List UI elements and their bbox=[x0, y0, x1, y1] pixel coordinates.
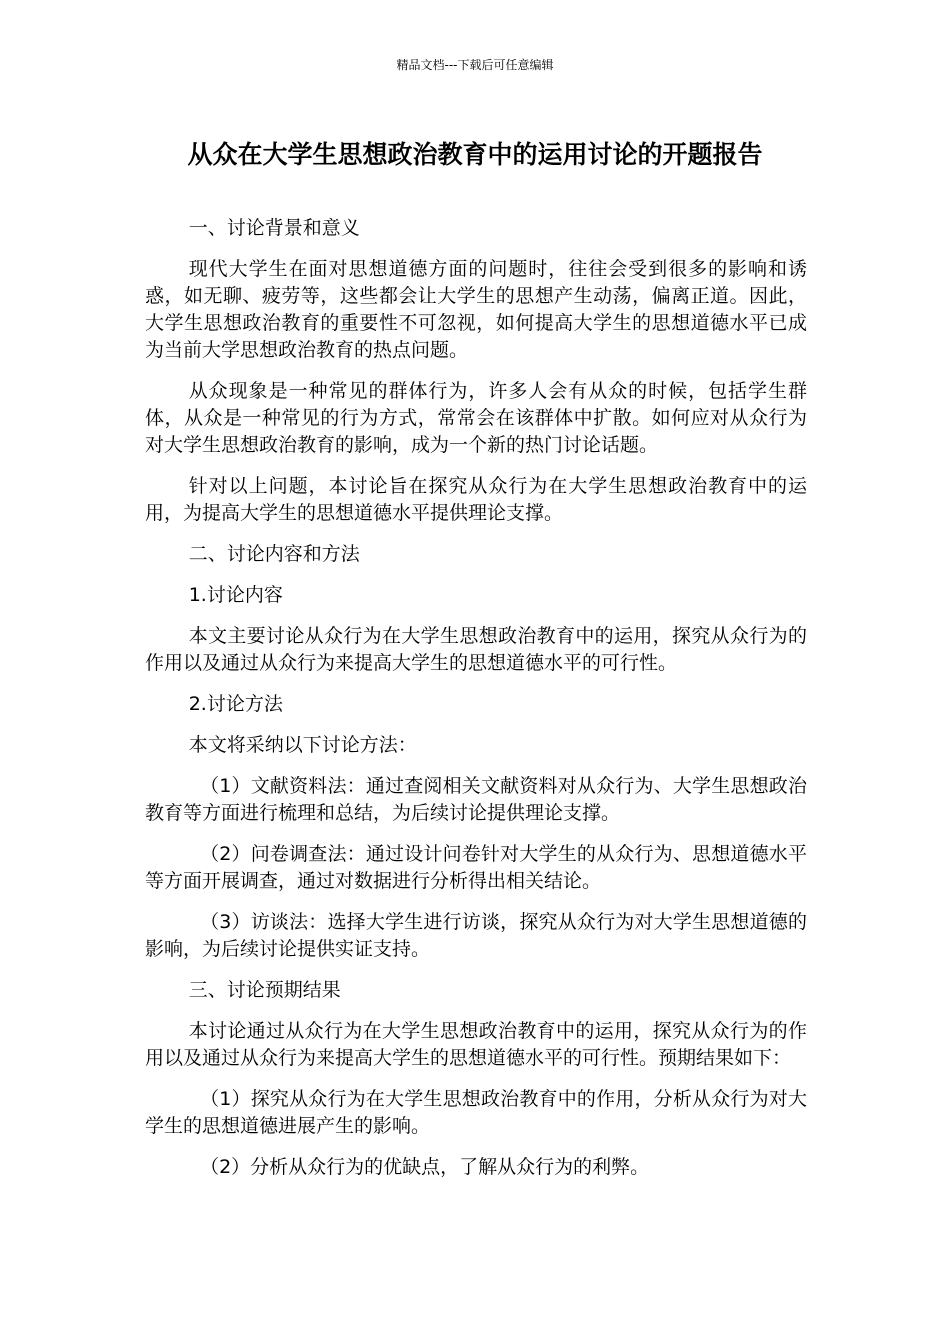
section-heading: 一、讨论背景和意义 bbox=[188, 217, 360, 239]
page-header: 精品文档---下载后可任意编辑 bbox=[396, 58, 554, 72]
list-item: （2）分析从众行为的优缺点，了解从众行为的利弊。 bbox=[200, 1156, 650, 1178]
subsection-heading: 2.讨论方法 bbox=[188, 693, 283, 715]
document-title: 从众在大学生思想政治教育中的运用讨论的开题报告 bbox=[187, 140, 763, 169]
list-item: （1）探究从众行为在大学生思想政治教育中的作用，分析从众行为对大学生的思想道德进展产生的影响。 bbox=[145, 1088, 807, 1137]
list-item: （3）访谈法：选择大学生进行访谈，探究从众行为对大学生思想道德的影响，为后续讨论提供实证支持。 bbox=[145, 911, 807, 960]
paragraph: 本文将采纳以下讨论方法： bbox=[188, 734, 417, 756]
paragraph: 本文主要讨论从众行为在大学生思想政治教育中的运用，探究从众行为的作用以及通过从众行为来提高大学生的思想道德水平的可行性。 bbox=[145, 625, 807, 674]
section-heading: 二、讨论内容和方法 bbox=[188, 543, 360, 565]
document-body bbox=[145, 215, 807, 1195]
list-item: （1）文献资料法：通过查阅相关文献资料对从众行为、大学生思想政治教育等方面进行梳理和总结，为后续讨论提供理论支撑。 bbox=[145, 775, 807, 824]
subsection-heading: 1.讨论内容 bbox=[188, 584, 283, 606]
section-heading: 三、讨论预期结果 bbox=[188, 979, 341, 1001]
paragraph: 针对以上问题，本讨论旨在探究从众行为在大学生思想政治教育中的运用，为提高大学生的思想道德水平提供理论支撑。 bbox=[145, 475, 807, 524]
paragraph: 从众现象是一种常见的群体行为，许多人会有从众的时候，包括学生群体，从众是一种常见的行为方式，常常会在该群体中扩散。如何应对从众行为对大学生思想政治教育的影响，成为一个新的热门讨论话题。 bbox=[145, 380, 807, 456]
paragraph: 本讨论通过从众行为在大学生思想政治教育中的运用，探究从众行为的作用以及通过从众行为来提高大学生的思想道德水平的可行性。预期结果如下： bbox=[145, 1020, 807, 1069]
list-item: （2）问卷调查法：通过设计问卷针对大学生的从众行为、思想道德水平等方面开展调查，通过对数据进行分析得出相关结论。 bbox=[145, 843, 807, 892]
paragraph: 现代大学生在面对思想道德方面的问题时，往往会受到很多的影响和诱惑，如无聊、疲劳等，这些都会让大学生的思想产生动荡，偏离正道。因此，大学生思想政治教育的重要性不可忽视，如何提高大学生的思想道德水平已成为当前大学思想政治教育的热点问题。 bbox=[145, 258, 807, 361]
